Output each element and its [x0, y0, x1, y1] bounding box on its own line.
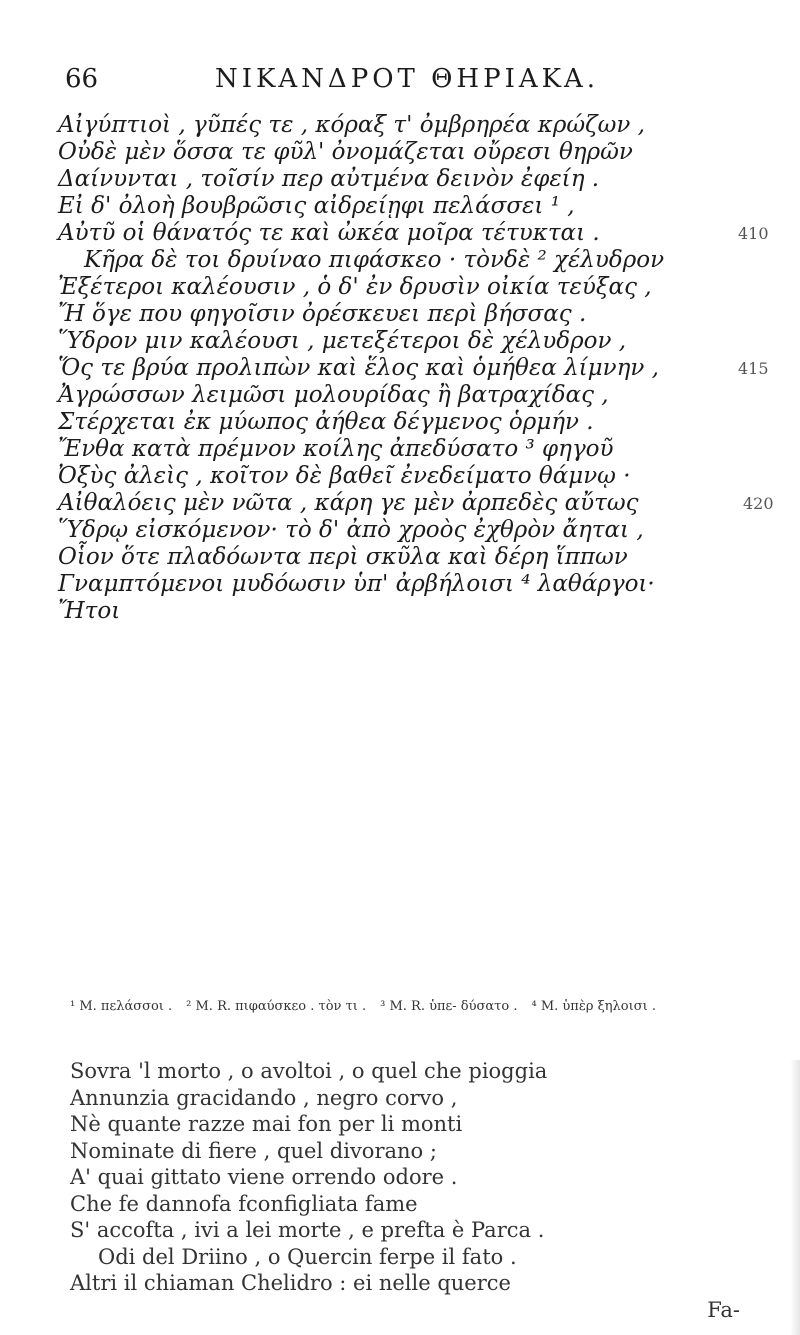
greek-line-text: Ἔνθα κατὰ πρέμνον κοίλης ἀπεδύσατο ³ φηγοῦ [58, 436, 614, 462]
greek-line-text: Ἀγρώσσων λειμῶσι μολουρίδας ἢ βατραχίδας , [58, 382, 609, 408]
greek-line [58, 463, 758, 490]
greek-line [58, 382, 758, 409]
footnotes [70, 997, 760, 1017]
greek-line-text: Δαίνυνται , τοῖσίν περ αὐτμένα δεινὸν ἐφείη . [58, 166, 600, 192]
italian-line: Nè quante razze mai fon per li monti [70, 1112, 463, 1136]
greek-line-text: Εἰ δ' ὀλοὴ βουβρῶσις αἰδρείῃφι πελάσσει ¹ , [58, 193, 575, 219]
italian-line: Nominate di fiere , quel divorano ; [70, 1138, 437, 1163]
page-number: 66 [65, 64, 99, 94]
italian-translation-block [70, 1058, 770, 1323]
greek-line [58, 301, 758, 328]
greek-verse-block [58, 112, 774, 625]
greek-line [58, 598, 758, 625]
footnote: ⁴ M. ὑπὲρ ξηλοισι . [531, 999, 656, 1014]
line-number: 420 [743, 494, 774, 513]
greek-line-text: Αἰγύπτιοὶ , γῦπές τε , κόραξ τ' ὀμβρηρέα κρώζων , [58, 112, 645, 138]
greek-line [58, 166, 758, 193]
greek-line [58, 193, 758, 220]
line-number: 410 [738, 224, 769, 243]
italian-line: Che fe dannofa fconfigliata fame [70, 1191, 418, 1216]
greek-line-text: Γναμπτόμενοι μυδόωσιν ὑπ' ἀρβήλοισι ⁴ λαθάργοι· [58, 571, 655, 597]
greek-line [58, 220, 769, 247]
greek-line [58, 274, 758, 301]
greek-line [58, 409, 758, 436]
footnote: ¹ M. πελάσσοι . [70, 999, 173, 1014]
greek-line-text: Ἤ ὅγε που φηγοῖσιν ὀρέσκευει περὶ βήσσας . [58, 301, 587, 327]
greek-line-text: Ὀξὺς ἀλεὶς , κοῖτον δὲ βαθεῖ ἐνεδείματο θάμνῳ · [58, 463, 631, 489]
greek-line [58, 517, 758, 544]
greek-line-text: Ὕδρον μιν καλέουσι , μετεξέτεροι δὲ χέλυδρον , [58, 328, 627, 354]
catchword: Fa- [707, 1297, 740, 1322]
line-number: 415 [738, 359, 769, 378]
italian-line: Sovra 'l morto , o avoltoi , o quel che pioggia [70, 1059, 548, 1083]
greek-line [58, 247, 758, 274]
greek-line-text: Ἐξέτεροι καλέουσιν , ὁ δ' ἐν δρυσὶν οἰκία τεύξας , [58, 274, 652, 300]
greek-line [58, 139, 758, 166]
greek-line-text: Οἷον ὅτε πλαδόωντα περὶ σκῦλα καὶ δέρη ἵππων [58, 544, 628, 570]
greek-line [58, 355, 769, 382]
greek-line-text: Οὐδὲ μὲν ὅσσα τε φῦλ' ὀνομάζεται οὔρεσι θηρῶν [58, 139, 633, 165]
greek-line [58, 328, 758, 355]
italian-line: S' accofta , ivi a lei morte , e prefta è Parca . [70, 1218, 545, 1242]
greek-line-text: Ἤτοι [58, 598, 121, 624]
footnote: ³ M. R. ὑπε- δύσατο . [380, 999, 518, 1014]
greek-line [58, 112, 758, 139]
italian-line: A' quai gittato viene orrendo odore . [70, 1165, 458, 1189]
greek-line [58, 544, 758, 571]
greek-line [58, 571, 758, 598]
greek-line-text: Ὕδρῳ εἰσκόμενον· τὸ δ' ἀπὸ χροὸς ἐχθρὸν ἄηται , [58, 517, 644, 543]
greek-line-text: Αἰθαλόεις μὲν νῶτα , κάρη γε μὲν ἀρπεδὲς αὔτως [58, 490, 639, 516]
italian-line: Altri il chiaman Chelidro : ei nelle querce [70, 1271, 511, 1295]
greek-line [58, 490, 774, 517]
greek-line [58, 436, 758, 463]
page-header [65, 64, 765, 104]
greek-line-text: Κῆρα δὲ τοι δρυίναο πιφάσκεο · τὸνδὲ ² χέλυδρον [84, 247, 665, 273]
italian-line: Odi del Driino , o Quercin ferpe il fato . [98, 1244, 517, 1269]
footnote: ² M. R. πιφαύσκεο . τὸν τι . [186, 999, 367, 1014]
running-title: NIKANΔPOT ΘHPIAKA. [215, 64, 600, 94]
greek-line-text: Αὐτῦ οἱ θάνατός τε καὶ ὠκέα μοῖρα τέτυκται . [58, 220, 600, 246]
page-edge-shadow [790, 1060, 800, 1335]
greek-line-text: Στέρχεται ἐκ μύωπος ἀήθεα δέγμενος ὁρμήν . [58, 409, 594, 435]
greek-line-text: Ὅς τε βρύα προλιπὼν καὶ ἕλος καὶ ὁμήθεα λίμνην , [58, 355, 659, 381]
italian-line: Annunzia gracidando , negro corvo , [70, 1085, 458, 1110]
